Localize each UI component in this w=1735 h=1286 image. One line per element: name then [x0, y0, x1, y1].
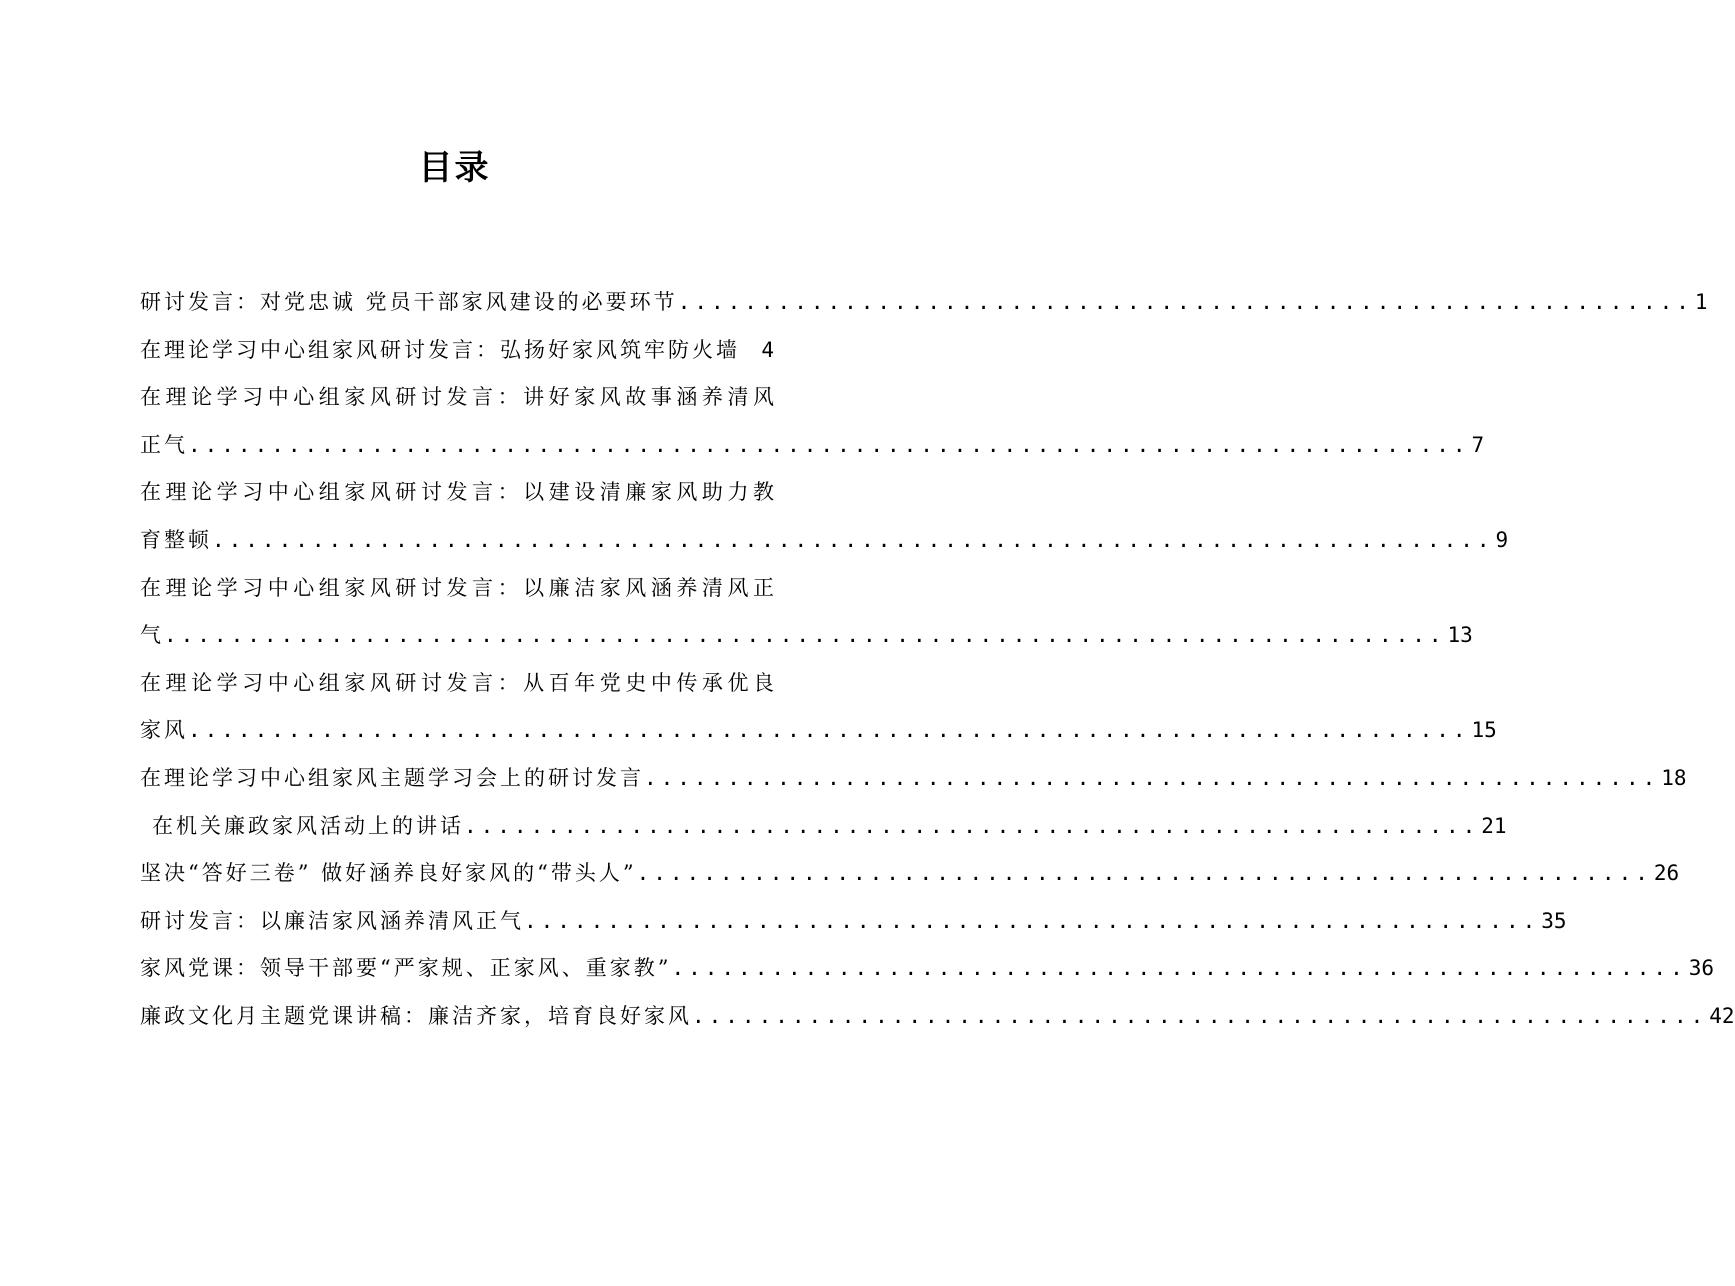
toc-entry-title: 坚决“答好三卷” 做好涵养良好家风的“带头人” — [140, 861, 637, 886]
toc-page-number: 1 — [1694, 290, 1708, 314]
toc-leader-dots: ............................................................................. — [188, 432, 1470, 457]
toc-leader-dots: ............................................................................. — [164, 623, 1446, 648]
toc-entry-title: 研讨发言：以廉洁家风涵养清风正气 — [140, 908, 524, 933]
toc-page-number: 13 — [1447, 623, 1473, 648]
toc-page-number: 15 — [1471, 718, 1497, 743]
toc-page-number: 7 — [1471, 432, 1485, 457]
toc-entry-title: 在理论学习中心组家风主题学习会上的研讨发言 — [140, 765, 644, 790]
toc-page-number: 21 — [1481, 813, 1507, 838]
toc-entry[interactable] — [140, 758, 1687, 806]
toc-leader-dots: ............................................................. — [524, 908, 1540, 933]
toc-entry[interactable] — [140, 520, 1509, 568]
toc-entry-title: 育整顿 — [140, 527, 212, 552]
toc-page-number: 18 — [1661, 765, 1687, 790]
toc-entry-title: 在理论学习中心组家风研讨发言：弘扬好家风筑牢防火墙 — [140, 337, 740, 362]
toc-leader-dots: ............................................................. — [464, 813, 1480, 838]
toc-entry[interactable] — [140, 615, 1473, 663]
toc-entry-line[interactable]: 在理论学习中心组家风研讨发言：讲好家风故事涵养清风 — [140, 385, 774, 410]
toc-leader-dots: ............................................................................. — [212, 527, 1494, 552]
toc-entry-title: 家风党课：领导干部要“严家规、正家风、重家教” — [140, 956, 672, 981]
toc-entry-line[interactable]: 在理论学习中心组家风研讨发言：从百年党史中传承优良 — [140, 670, 774, 695]
toc-entry[interactable] — [140, 282, 1708, 330]
toc-entry-title: 气 — [140, 623, 164, 648]
table-of-contents — [140, 282, 1735, 1044]
toc-entry[interactable] — [140, 853, 1680, 901]
toc-entry-title: 家风 — [140, 718, 188, 743]
toc-leader-dots: ............................................................. — [644, 765, 1660, 790]
toc-entry[interactable] — [140, 710, 1497, 758]
toc-entry-title: 研讨发言：对党忠诚 党员干部家风建设的必要环节 — [140, 290, 678, 314]
toc-page-number: 35 — [1541, 908, 1567, 933]
toc-page-number: 4 — [761, 337, 774, 362]
toc-page-number: 26 — [1653, 861, 1680, 886]
toc-entry[interactable] — [140, 948, 1715, 996]
toc-leader-dots: ............................................................................. — [188, 718, 1470, 743]
toc-entry[interactable] — [140, 425, 1485, 473]
toc-entry-title: 正气 — [140, 432, 188, 457]
toc-leader-dots: ............................................................. — [671, 956, 1687, 981]
toc-leader-dots: ............................................................. — [677, 290, 1693, 314]
toc-entry-line[interactable]: 在理论学习中心组家风研讨发言：以廉洁家风涵养清风正 — [140, 575, 774, 600]
toc-entry-title: 廉政文化月主题党课讲稿：廉洁齐家，培育良好家风 — [140, 1003, 692, 1028]
toc-page-number: 9 — [1495, 527, 1509, 552]
toc-entry-title: 在机关廉政家风活动上的讲话 — [152, 813, 464, 838]
page-title: 目录 — [418, 148, 491, 188]
toc-entry[interactable] — [140, 996, 1735, 1044]
toc-page-number: 36 — [1688, 956, 1715, 981]
toc-page-number: 42 — [1709, 1003, 1735, 1028]
toc-leader-dots: ............................................................. — [692, 1003, 1708, 1028]
toc-entry[interactable] — [140, 901, 1567, 949]
toc-entry[interactable] — [140, 330, 774, 378]
toc-leader-dots: ............................................................. — [636, 861, 1652, 886]
toc-entry-line[interactable]: 在理论学习中心组家风研讨发言：以建设清廉家风助力教 — [140, 480, 774, 505]
toc-entry[interactable] — [140, 806, 1507, 854]
